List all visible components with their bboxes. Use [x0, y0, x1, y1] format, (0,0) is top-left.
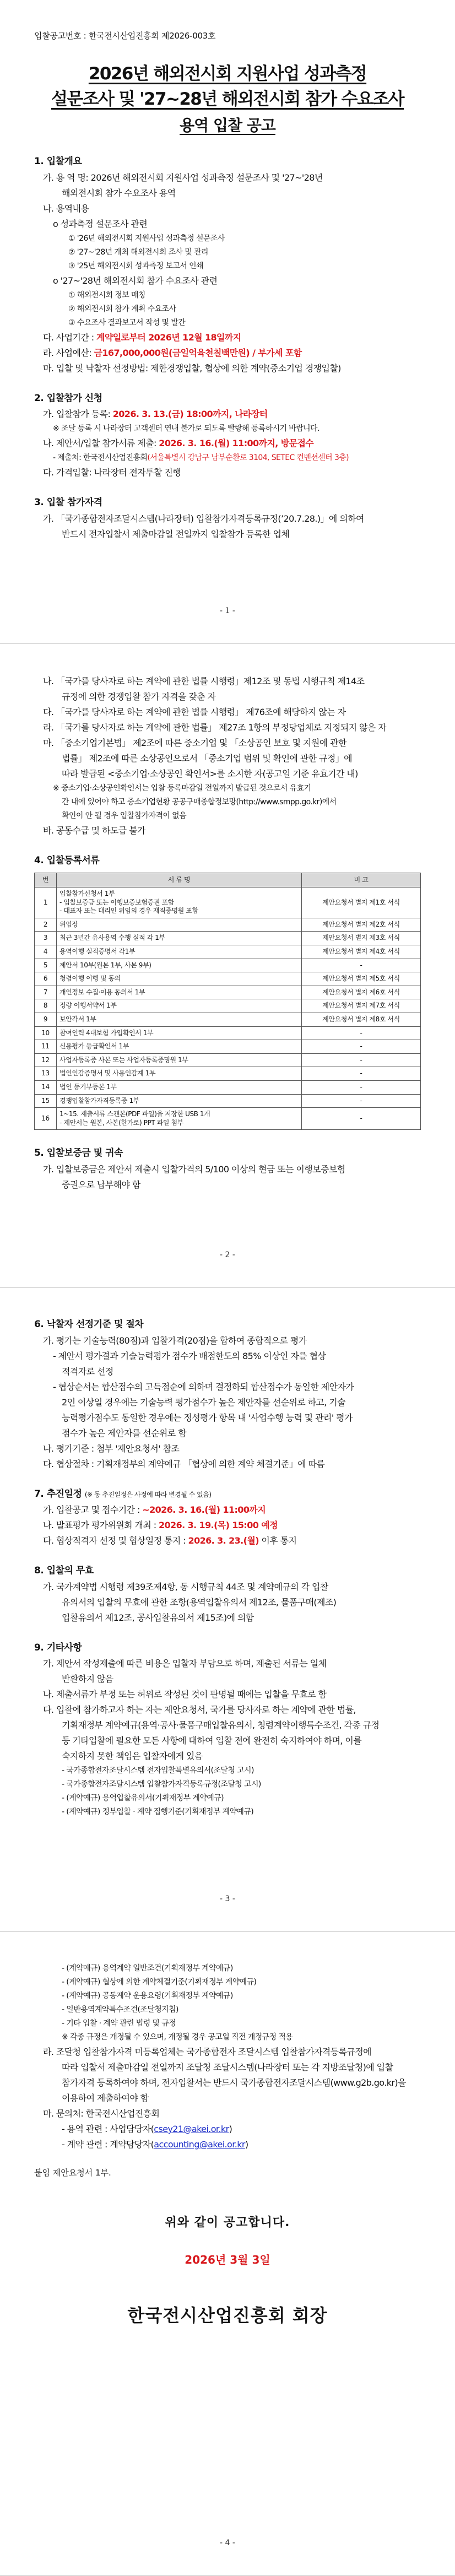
schedule-item	[34, 1503, 421, 1517]
service-name: 가. 용 역 명: 2026년 해외전시회 지원사업 성과측정 설문조사 및 '27~'28년	[43, 172, 323, 183]
document-name: 신용평가 등급확인서 1부	[57, 1040, 302, 1054]
registration-value: 2026. 3. 13.(금) 18:00까지, 나라장터	[112, 409, 268, 420]
project-period-label: 다. 사업기간 :	[43, 332, 97, 343]
title-line-2: 설문조사 및 '27~28년 해외전시회 참가 수요조사	[51, 89, 404, 109]
table-row	[35, 959, 421, 972]
section-heading: 1. 입찰개요	[34, 156, 82, 167]
title-line-1: 2026년 해외전시회 지원사업 성과측정	[88, 63, 367, 84]
issuer-name: 한국전시산업진흥회 회장	[127, 2304, 328, 2326]
selection-sub-cont: 적격자로 선정	[62, 1366, 113, 1377]
documents-table-body	[35, 887, 421, 1130]
service-item: ① 해외전시회 정보 매칭	[68, 290, 145, 300]
table-row	[35, 1013, 421, 1027]
document-note: 제안요청서 별지 제2호 서식	[302, 918, 421, 932]
eligibility-item: 마. 「중소기업기본법」 제2조에 따른 중소기업 및 「소상공인 보호 및 지원에 관한	[43, 738, 346, 748]
announcement-number: 입찰공고번호 : 한국전시산업진흥회 제2026-003호	[34, 31, 216, 41]
contact-service-label: - 용역 관련 : 사업담당자(	[62, 2124, 154, 2134]
table-row	[35, 918, 421, 932]
submission-place	[34, 452, 421, 464]
eligibility-item-cont: 법률」 제2조에 따른 소상공인으로서 「중소기업 범위 및 확인에 관한 규정」에	[62, 753, 352, 764]
service-item: ③ 수요조사 결과보고서 작성 및 발간	[68, 318, 186, 327]
selection-sub-cont: 능력평가점수도 동일한 경우에는 정성평가 항목 내 '사업수행 능력 및 관리' 평가	[62, 1412, 353, 1423]
other-item: 나. 제출서류가 부정 또는 허위로 작성된 것이 판명될 때에는 입찰을 무효로 함	[43, 1689, 327, 1700]
row-number: 14	[35, 1081, 57, 1095]
regulation-item: - (계약예규) 공동계약 운용요령(기획재정부 계약예규)	[62, 1991, 233, 2000]
column-header-note: 비 고	[302, 873, 421, 887]
document-name: 최근 3년간 유사용역 수행 실적 각 1부	[57, 932, 302, 945]
service-group-1: o 성과측정 설문조사 관련	[53, 218, 148, 229]
document-name: 청렴이행 이행 및 동의	[57, 972, 302, 986]
section-heading: 4. 입찰등록서류	[34, 855, 100, 866]
eligibility-note-cont: 간 내에 있어야 하고 중소기업현황 공공구매종합정보망(http://www.smpp.go.kr)에서	[62, 798, 337, 807]
regulation-item: - 일반용역계약특수조건(조달청지침)	[62, 2005, 178, 2014]
other-item-cont: 기획재정부 계약예규(용역·공사·물품구매입찰유의서, 청렴계약이행특수조건, 각종 규정	[62, 1720, 380, 1730]
row-number: 2	[35, 918, 57, 932]
document-note: -	[302, 1040, 421, 1054]
table-row	[35, 1040, 421, 1054]
submission-value: 2026. 3. 16.(월) 11:00까지, 방문접수	[159, 438, 314, 449]
regulation-note: ※ 각종 규정은 개정될 수 있으며, 개정될 경우 공고일 직전 개정규정 적용	[62, 2033, 293, 2042]
selection-item: 나. 평가기준 : 첨부 '제안요청서' 참조	[43, 1443, 180, 1454]
table-row	[35, 1081, 421, 1095]
other-item-cont: 이용하여 제출하여야 함	[62, 2093, 149, 2103]
document-name: 보안각서 1부	[57, 1013, 302, 1027]
column-header-no: 번	[35, 873, 57, 887]
row-number: 12	[35, 1053, 57, 1067]
regulation-item: - (계약예규) 정부입찰 · 계약 집행기준(기획재정부 계약예규)	[62, 1807, 254, 1816]
other-item-cont: 숙지하지 못한 책임은 입찰자에게 있음	[62, 1751, 203, 1761]
service-content-label: 나. 용역내용	[43, 203, 89, 214]
table-header-row	[35, 873, 421, 887]
page-2	[0, 644, 455, 1288]
eligibility-item-cont: 반드시 전자입찰서 제출마감일 전일까지 입찰참가 등록한 업체	[62, 528, 290, 539]
document-name: 경쟁입찰참가자격등록증 1부	[57, 1094, 302, 1108]
announcement-date: 2026년 3월 3일	[185, 2253, 270, 2266]
selection-sub-cont: 점수가 높은 제안자를 선순위로 함	[62, 1427, 186, 1438]
eligibility-item: 라. 「국가를 당사자로 하는 계약에 관한 법률」 제27조 1항의 부정당업체로 지정되지 않은 자	[43, 722, 386, 733]
schedule-value: 2026. 3. 19.(목) 15:00 예정	[158, 1520, 278, 1530]
other-item-cont: 참가자격 등록하여야 하며, 전자입찰서는 반드시 국가종합전자조달시스템(www.g2b.go.kr)을	[62, 2077, 406, 2088]
contact-heading: 마. 문의처: 한국전시산업진흥회	[43, 2108, 160, 2119]
row-number: 16	[35, 1108, 57, 1130]
document-name: 법인 등기부등본 1부	[57, 1081, 302, 1095]
table-row	[35, 1094, 421, 1108]
other-item: 라. 조달청 입찰참가자격 미등록업체는 국가종합전자 조달시스템 입찰참가자격등록규정에	[43, 2047, 371, 2057]
page-number: - 1 -	[220, 607, 235, 615]
appendix-note: 붙임 제안요청서 1부.	[34, 2168, 111, 2178]
document-note: -	[302, 1094, 421, 1108]
service-item: ② 해외전시회 참가 계획 수요조사	[68, 304, 176, 313]
document-name: 정량 이행서약서 1부	[57, 999, 302, 1013]
section-deposit	[34, 1146, 421, 1192]
document-note: 제안요청서 별지 제6호 서식	[302, 986, 421, 999]
row-number: 15	[35, 1094, 57, 1108]
regulation-item: - (계약예규) 협상에 의한 계약체결기준(기획재정부 계약예규)	[62, 1978, 257, 1987]
eligibility-item: 나. 「국가를 당사자로 하는 계약에 관한 법률 시행령」제12조 및 동법 시행규칙 제14조	[43, 676, 365, 686]
invalid-item: 가. 국가계약법 시행령 제39조제4항, 동 시행규칙 44조 및 계약예규의 각 입찰	[43, 1581, 328, 1592]
regulation-item: - 국가종합전자조달시스템 전자입찰특별유의서(조달청 고시)	[62, 1766, 254, 1775]
row-number: 1	[35, 887, 57, 918]
project-period	[34, 331, 421, 344]
regulation-item: - (계약예규) 용역입찰유의서(기획재정부 계약예규)	[62, 1794, 224, 1803]
page-3	[0, 1288, 455, 1932]
eligibility-note-cont: 확인이 안 될 경우 입찰참가자격이 없음	[62, 811, 187, 820]
schedule-item	[34, 1519, 421, 1532]
contact-service	[34, 2123, 421, 2136]
closing-block	[34, 2214, 421, 2329]
regulation-item: - 기타 입찰 · 계약 관련 법령 및 규정	[62, 2019, 176, 2028]
table-row	[35, 1053, 421, 1067]
document-name: 참여인력 4대보험 가입확인서 1부	[57, 1026, 302, 1040]
table-row	[35, 1067, 421, 1081]
document-name: 위임장	[57, 918, 302, 932]
eligibility-note: ※ 중소기업·소상공인확인서는 입찰 등록마감일 전일까지 발급된 것으로서 유효기	[53, 784, 311, 793]
selection-item: 가. 평가는 기술능력(80점)과 입찰가격(20점)을 합하여 종합적으로 평가	[43, 1335, 307, 1346]
schedule-tail: 이후 통지	[258, 1535, 297, 1546]
table-row	[35, 1026, 421, 1040]
section-heading	[34, 1487, 421, 1502]
eligibility-item: 다. 「국가를 당사자로 하는 계약에 관한 법률 시행령」 제76조에 해당하지 않는 자	[43, 707, 346, 717]
document-name: 개인정보 수집·이용 동의서 1부	[57, 986, 302, 999]
other-item: 다. 입찰에 참가하고자 하는 자는 제안요청서, 국가를 당사자로 하는 계약에 관한 법률,	[43, 1704, 356, 1715]
section-schedule	[34, 1487, 421, 1548]
schedule-label: 다. 협상적격자 선정 및 협상일정 통지 :	[43, 1535, 188, 1546]
schedule-label: 나. 발표평가 평가위원회 개최 :	[43, 1520, 159, 1530]
document-name: 사업자등록증 사본 또는 사업자등록증명원 1부	[57, 1053, 302, 1067]
schedule-value: 2026. 3. 23.(월)	[188, 1535, 259, 1546]
table-row	[35, 972, 421, 986]
table-row	[35, 945, 421, 959]
section-overview	[34, 155, 421, 375]
page-number: - 3 -	[220, 1895, 235, 1903]
submission-place-label: - 제출처: 한국전시산업진흥회	[53, 453, 148, 463]
row-number: 8	[35, 999, 57, 1013]
page-number: - 4 -	[220, 2539, 235, 2547]
row-number: 4	[35, 945, 57, 959]
service-item: ② '27~'28년 개최 해외전시회 조사 및 관리	[68, 247, 208, 257]
document-note: 제안요청서 별지 제7호 서식	[302, 999, 421, 1013]
section-eligibility	[34, 496, 421, 541]
bidding-method: 마. 입찰 및 낙찰자 선정방법: 제한경쟁입찰, 협상에 의한 계약(중소기업 경쟁입찰)	[43, 362, 341, 374]
section-heading: 2. 입찰참가 신청	[34, 392, 102, 404]
page-number: - 2 -	[220, 1251, 235, 1259]
contact-service-email[interactable]: csey21@akei.or.kr	[154, 2124, 229, 2134]
document-note: -	[302, 1053, 421, 1067]
registration-note: ※ 조달 등록 시 나라장터 고객센터 연내 불가로 되도록 빨랑해 등록하시기 바랍니다.	[53, 424, 319, 434]
row-number: 13	[35, 1067, 57, 1081]
section-other	[34, 1641, 421, 1819]
project-budget-value: 금167,000,000원(금일억육천칠백만원) / 부가세 포함	[94, 347, 302, 358]
selection-item: 다. 협상절차 : 기획재정부의 계약예규 「협상에 의한 계약 체결기준」에 따름	[43, 1458, 325, 1469]
section-heading: 3. 입찰 참가자격	[34, 497, 102, 508]
selection-sub: - 협상순서는 합산점수의 고득점순에 의하며 결정하되 합산점수가 동일한 제안자가	[53, 1381, 354, 1392]
row-number: 6	[35, 972, 57, 986]
contact-service-tail: )	[229, 2124, 232, 2134]
eligibility-item: 바. 공동수급 및 하도급 불가	[43, 825, 145, 836]
eligibility-item-cont: 규정에 의한 경쟁입찰 참가 자격을 갖춘 자	[62, 691, 216, 702]
submission-label: 나. 제안서/입찰 참가서류 제출:	[43, 438, 159, 449]
title-block	[34, 61, 421, 139]
service-item: ① '26년 해외전시회 지원사업 성과측정 설문조사	[68, 234, 225, 243]
selection-sub-cont: 2인 이상일 경우에는 기술능력 평가점수가 높은 제안자를 선순위로 하고, 기술	[62, 1397, 345, 1408]
document-name: 1~15. 제출서류 스캔본(PDF 파일)을 저장한 USB 1개 - 제안서는 원본, 사본(한가로) PPT 파일 첨부	[57, 1108, 302, 1130]
service-group-2: o '27~'28년 해외전시회 참가 수요조사 관련	[53, 275, 218, 286]
contact-contract-email[interactable]: accounting@akei.or.kr	[154, 2139, 245, 2150]
other-item: 가. 제안서 작성제출에 따른 비용은 입찰자 부담으로 하며, 제출된 서류는 일체	[43, 1658, 327, 1669]
section-heading: 9. 기타사항	[34, 1642, 82, 1653]
deposit-item: 가. 입찰보증금은 제안서 제출시 입찰가격의 5/100 이상의 현금 또는 이행보증보험	[43, 1163, 345, 1175]
table-row	[35, 887, 421, 918]
submission-place-address: (서울특별시 강남구 남부순환로 3104, SETEC 컨벤션센터 3층)	[147, 453, 349, 463]
document-note: -	[302, 959, 421, 972]
column-header-document: 서 류 명	[57, 873, 302, 887]
page-1	[0, 0, 455, 644]
document-note: -	[302, 1067, 421, 1081]
page-4	[0, 1932, 455, 2576]
contact-contract-label: - 계약 관련 : 계약담당자(	[62, 2139, 154, 2150]
schedule-item	[34, 1534, 421, 1547]
row-number: 11	[35, 1040, 57, 1054]
schedule-heading-note: (※ 동 추진일정은 사정에 따라 변경될 수 있음)	[84, 1490, 212, 1498]
section-selection	[34, 1318, 421, 1471]
schedule-value: ~2026. 3. 16.(월) 11:00까지	[142, 1505, 266, 1515]
other-item-cont: 등 기타입찰에 필요한 모든 사항에 대하여 입찰 전에 완전히 숙지하여야 하며, 이를	[62, 1735, 362, 1746]
project-period-value: 계약일로부터 2026년 12월 18일까지	[96, 332, 241, 343]
selection-sub: - 제안서 평가결과 기술능력평가 점수가 배점한도의 85% 이상인 자를 협상	[53, 1350, 326, 1361]
document-note: 제안요청서 별지 제1호 서식	[302, 887, 421, 918]
eligibility-item-cont: 따라 발급된 <중소기업·소상공인 확인서>를 소지한 자(공고일 기준 유효기간 내)	[62, 769, 358, 779]
section-heading: 6. 낙찰자 선정기준 및 절차	[34, 1319, 144, 1330]
row-number: 3	[35, 932, 57, 945]
title-line-3: 용역 입찰 공고	[180, 116, 275, 134]
document-note: 제안요청서 별지 제3호 서식	[302, 932, 421, 945]
row-number: 7	[35, 986, 57, 999]
contact-contract	[34, 2138, 421, 2151]
service-item: ③ '25년 해외전시회 성과측정 보고서 인쇄	[68, 261, 203, 270]
documents-table	[34, 873, 421, 1130]
document-note: -	[302, 1026, 421, 1040]
document-name: 용역이행 실적증명서 각1부	[57, 945, 302, 959]
eligibility-item: 가. 「국가종합전자조달시스템(나라장터) 입찰참가자격등록규정(’20.7.28.)」에 의하여	[43, 513, 364, 524]
document-name: 제안서 10부(원본 1부, 사본 9부)	[57, 959, 302, 972]
schedule-heading: 7. 추진일정	[34, 1488, 82, 1500]
registration-deadline	[34, 408, 421, 421]
project-budget-label: 라. 사업예산:	[43, 347, 94, 358]
other-item-cont: 따라 입찰서 제출마감일 전일까지 조달청 조달시스템(나라장터 또는 각 지방조달청)에 입찰	[62, 2062, 393, 2072]
row-number: 5	[35, 959, 57, 972]
row-number: 10	[35, 1026, 57, 1040]
section-documents	[34, 854, 421, 1130]
document-note: 제안요청서 별지 제8호 서식	[302, 1013, 421, 1027]
submission-deadline	[34, 437, 421, 450]
price-bidding: 다. 가격입찰: 나라장터 전자투찰 진행	[43, 467, 181, 478]
section-heading: 8. 입찰의 무효	[34, 1565, 94, 1576]
section-application	[34, 392, 421, 480]
document-note: 제안요청서 별지 제5호 서식	[302, 972, 421, 986]
document-note: -	[302, 1081, 421, 1095]
document-name: 입찰참가신청서 1부 - 입찰보증금 또는 이행보증보험증권 포함 - 대표자 또는 대리인 위임의 경우 재직증명원 포함	[57, 887, 302, 918]
project-budget	[34, 347, 421, 360]
deposit-item-cont: 증권으로 납부해야 함	[62, 1179, 140, 1190]
row-number: 9	[35, 1013, 57, 1027]
table-row	[35, 932, 421, 945]
service-name-cont: 해외전시회 참가 수요조사 용역	[62, 187, 176, 198]
document-name: 법인인감증명서 및 사용인감계 1부	[57, 1067, 302, 1081]
registration-label: 가. 입찰참가 등록:	[43, 409, 113, 420]
section-invalid-bid	[34, 1564, 421, 1625]
closing-statement: 위와 같이 공고합니다.	[165, 2215, 290, 2229]
other-item-cont: 반환하지 않음	[62, 1674, 113, 1684]
invalid-item-cont: 입찰유의서 제12조, 공사입찰유의서 제15조)에 의함	[62, 1612, 254, 1623]
invalid-item-cont: 유의서의 입찰의 무효에 관한 조항(용역입찰유의서 제12조, 물품구매(제조)	[62, 1597, 337, 1608]
table-row	[35, 986, 421, 999]
table-row	[35, 999, 421, 1013]
schedule-label: 가. 입찰공고 및 접수기간 :	[43, 1505, 143, 1515]
regulation-item: - (계약예규) 용역계약 일반조건(기획재정부 계약예규)	[62, 1964, 233, 1973]
document-note: 제안요청서 별지 제4호 서식	[302, 945, 421, 959]
contact-contract-tail: )	[245, 2139, 248, 2150]
document-note: -	[302, 1108, 421, 1130]
section-heading: 5. 입찰보증금 및 귀속	[34, 1148, 123, 1159]
regulation-item: - 국가종합전자조달시스템 입찰참가자격등록규정(조달청 고시)	[62, 1780, 261, 1789]
table-row	[35, 1108, 421, 1130]
